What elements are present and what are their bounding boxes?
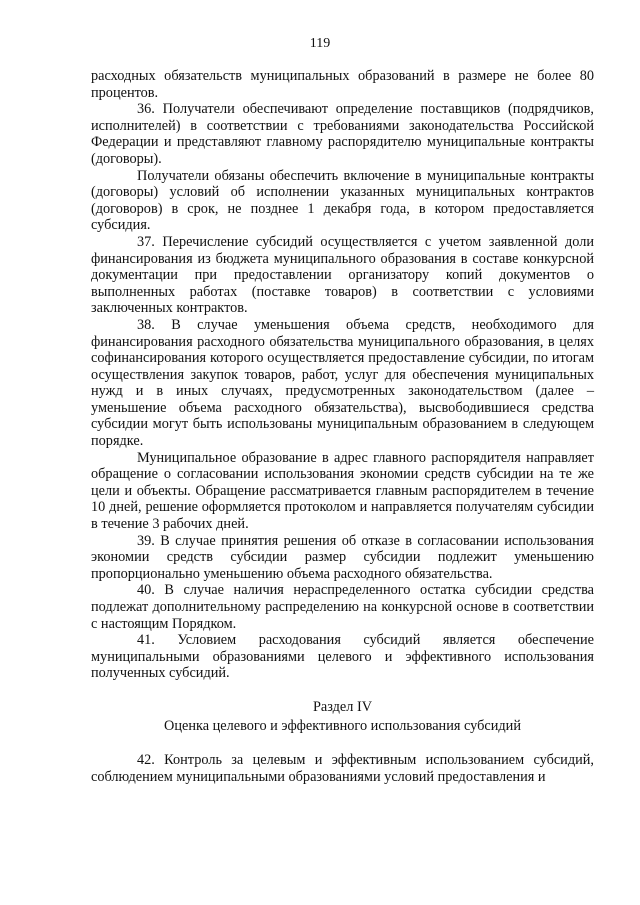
- paragraph-37: 37. Перечисление субсидий осуществляется с учетом заявленной доли финансирования из бюджета муниципального образования в составе конкурсной документации при предоставлении организатору копий документов о выполненных работах (поставке товаров) в соответствии с условиями заключенных контрактов.: [91, 233, 594, 317]
- paragraph-continuation: расходных обязательств муниципальных образований в размере не более 80 процентов.: [91, 68, 594, 101]
- paragraph-40: 40. В случае наличия нераспределенного остатка субсидии средства подлежат дополнительному распределению на конкурсной основе в соответствии с настоящим Порядком.: [91, 582, 594, 632]
- paragraph-38: 38. В случае уменьшения объема средств, необходимого для финансирования расходного обязательства муниципального образования, в целях софинансирования которого осуществляется предоставление субсидии, по итогам осуществления закупок товаров, работ, услуг для обеспечения муниципальных нужд и в иных случаях, предусмотренных законодательством (далее – уменьшение объема расходного обязательства), высвободившиеся средства субсидии могут быть использованы муниципальным образованием в следующем порядке.: [91, 316, 594, 450]
- section-heading: Раздел IV: [312, 698, 373, 715]
- section-header: [91, 699, 594, 735]
- paragraph-41: 41. Условием расходования субсидий является обеспечение муниципальными образованиями целевого и эффективного использования полученных субсидий.: [91, 632, 594, 682]
- document-body: [91, 68, 594, 785]
- section-title: Оценка целевого и эффективного использования субсидий: [164, 717, 521, 734]
- paragraph-42: 42. Контроль за целевым и эффективным использованием субсидий, соблюдением муниципальными образованиями условий предоставления и: [91, 751, 594, 785]
- paragraph-38-continued: Муниципальное образование в адрес главного распорядителя направляет обращение о согласовании использования экономии средств субсидии на те же цели и объекты. Обращение рассматривается главным распорядителем в течение 10 дней, решение оформляется протоколом и направляется получателям субсидии в течение 3 рабочих дней.: [91, 449, 594, 533]
- paragraph-36-continued: Получатели обязаны обеспечить включение в муниципальные контракты (договоры) условий об исполнении указанных муниципальных контрактов (договоров) в срок, не позднее 1 декабря года, в котором предоставляется субсидия.: [91, 167, 594, 234]
- page-number: 119: [309, 36, 331, 51]
- paragraph-36: 36. Получатели обеспечивают определение поставщиков (подрядчиков, исполнителей) в соответствии с требованиями законодательства Российской Федерации и представляют главному распорядителю муниципальные контракты (договоры).: [91, 101, 594, 167]
- paragraph-39: 39. В случае принятия решения об отказе в согласовании использования экономии средств субсидии размер субсидии подлежит уменьшению пропорционально уменьшению объема расходного обязательства.: [91, 532, 594, 582]
